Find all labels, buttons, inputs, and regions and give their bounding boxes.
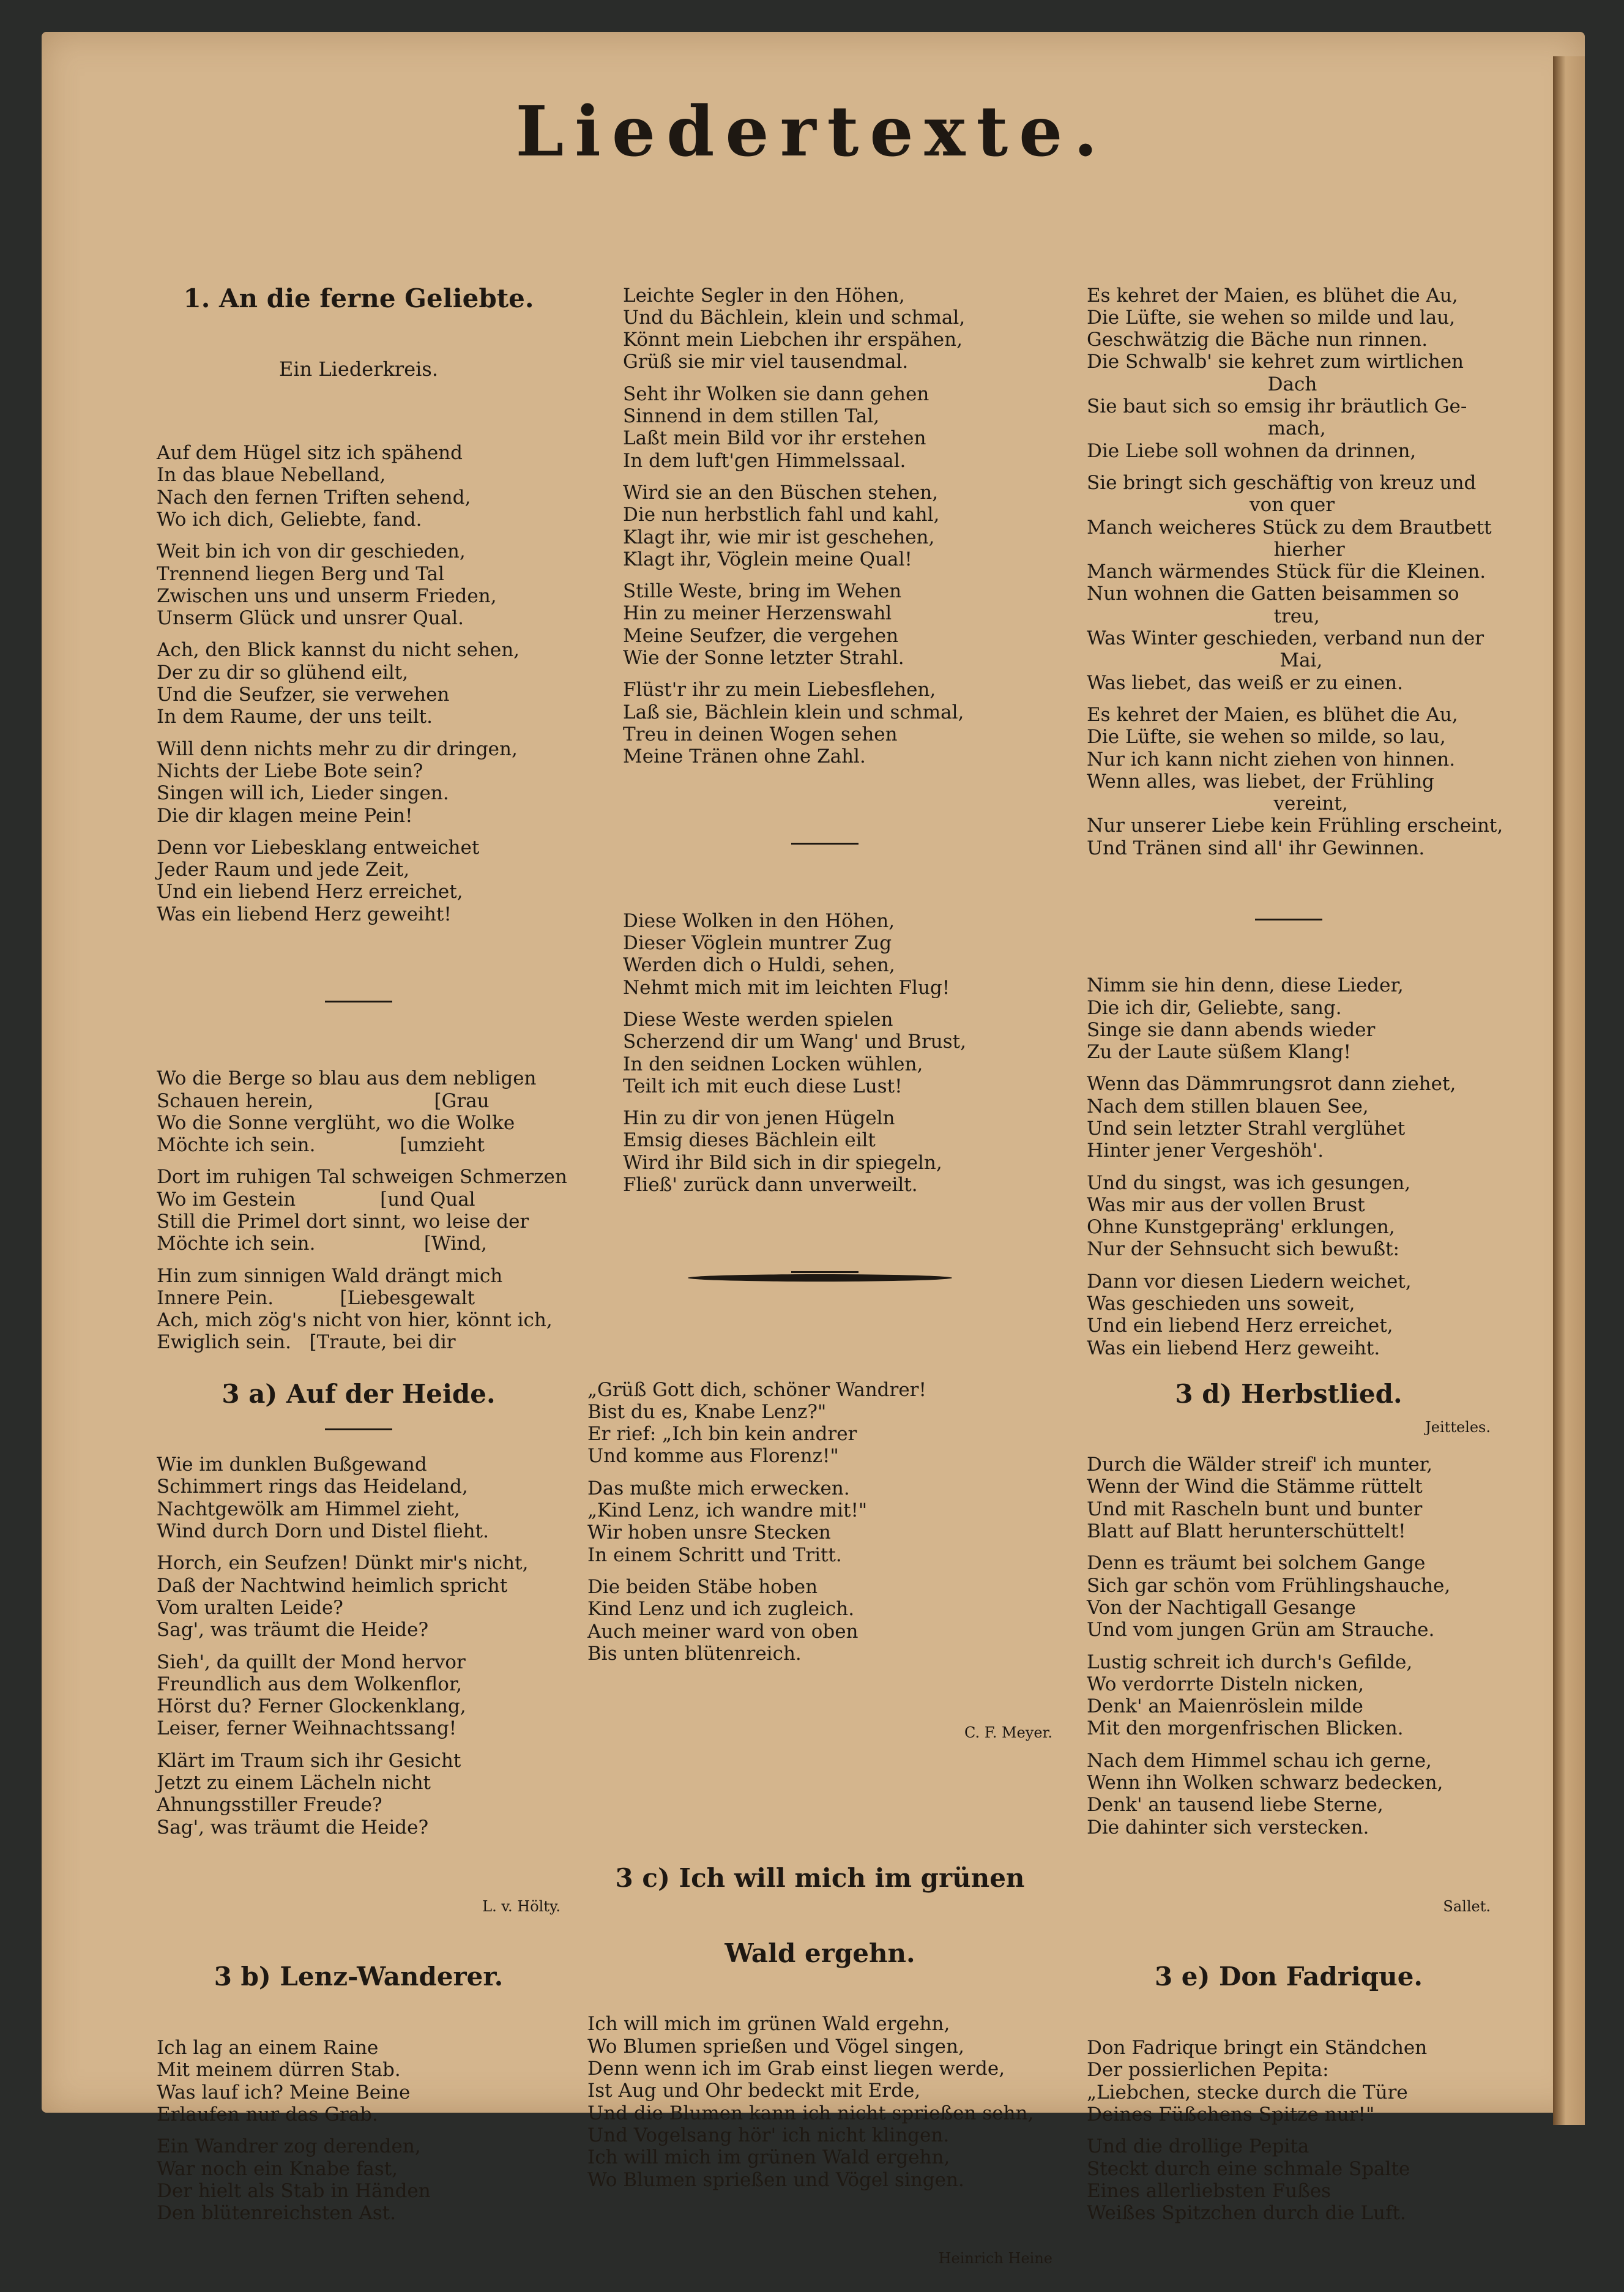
page-title: Liedertexte. — [515, 92, 1109, 172]
stanza — [157, 738, 561, 827]
verse-line: Nach den fernen Triften sehend, — [157, 486, 471, 509]
verse-line: Freundlich aus dem Wolkenflor, — [157, 1673, 463, 1695]
verse-line: Don Fadrique bringt ein Ständchen — [1087, 2037, 1428, 2059]
verse-line: Erlaufen nur das Grab. — [157, 2103, 378, 2126]
verse-line: Horch, ein Seufzen! Dünkt mir's nicht, — [157, 1552, 529, 1575]
stanza — [157, 837, 561, 925]
verse-line: Den blütenreichsten Ast. — [157, 2202, 397, 2225]
stanza — [1087, 974, 1491, 1063]
verse-line: Wird ihr Bild sich in dir spiegeln, — [623, 1151, 942, 1174]
verse-line: Nur ich kann nicht ziehen von hinnen. — [1087, 748, 1456, 771]
stanza — [1087, 1454, 1491, 1542]
verse-line: Ahnungsstiller Freude? — [157, 1794, 382, 1816]
verse-line: Klärt im Traum sich ihr Gesicht — [157, 1749, 461, 1772]
stanza-group — [1087, 2037, 1491, 2224]
verse-line: Laßt mein Bild vor ihr erstehen — [623, 427, 926, 450]
verse-line: Still die Primel dort sinnt, wo leise der — [157, 1210, 529, 1233]
verse-line: Ach, mich zög's nicht von hier, könnt ich, — [157, 1309, 553, 1332]
verse-line: Die ich dir, Geliebte, sang. — [1087, 996, 1342, 1019]
author-credit: Jeitteles. — [1425, 1418, 1491, 1436]
section-divider — [688, 1274, 952, 1282]
verse-line: Möchte ich sein. [Wind, — [157, 1233, 487, 1255]
stanza — [157, 1651, 561, 1740]
verse-line: Leiser, ferner Weihnachtssang! — [157, 1717, 457, 1740]
stanza-group — [1087, 974, 1491, 1359]
stanza — [623, 679, 1027, 767]
verse-line: Wie der Sonne letzter Strahl. — [623, 647, 904, 670]
verse-line: Nur der Sehnsucht sich bewußt: — [1087, 1238, 1399, 1261]
verse-line: Mai, — [1087, 649, 1323, 672]
verse-line: Was Winter geschieden, verband nun der — [1087, 627, 1484, 650]
verse-line: Und die drollige Pepita — [1087, 2135, 1309, 2158]
verse-line: Bis unten blütenreich. — [587, 1642, 802, 1665]
verse-line: Und ein liebend Herz erreichet, — [1087, 1315, 1393, 1337]
verse-line: Dach — [1087, 373, 1317, 395]
verse-line: Die nun herbstlich fahl und kahl, — [623, 504, 940, 526]
verse-line: Wenn alles, was liebet, der Frühling — [1087, 770, 1434, 793]
stanza — [1087, 1651, 1491, 1740]
verse-line: Sieh', da quillt der Mond hervor — [157, 1651, 466, 1673]
verse-line: Ohne Kunstgepräng' erklungen, — [1087, 1216, 1395, 1239]
verse-line: Hin zu dir von jenen Hügeln — [623, 1107, 895, 1130]
verse-line: Jeder Raum und jede Zeit, — [157, 859, 410, 881]
verse-line: Er rief: „Ich bin kein andrer — [587, 1423, 857, 1446]
verse-line: vereint, — [1087, 793, 1348, 815]
verse-line: Daß der Nachtwind heimlich spricht — [157, 1574, 508, 1597]
bottom-column-2 — [587, 1334, 1052, 2292]
verse-line: Mit meinem dürren Stab. — [157, 2059, 401, 2081]
stanza — [157, 639, 561, 728]
top-column-1 — [157, 239, 567, 1474]
verse-line: Dort im ruhigen Tal schweigen Schmerzen — [157, 1166, 567, 1189]
verse-line: Und du singst, was ich gesungen, — [1087, 1171, 1411, 1194]
verse-line: Wo Blumen sprießen und Vögel singen. — [587, 2168, 964, 2191]
verse-line: Wo verdorrte Disteln nicken, — [1087, 1673, 1365, 1695]
verse-line: Der hielt als Stab in Händen — [157, 2179, 431, 2202]
verse-line: Wind durch Dorn und Distel flieht. — [157, 1520, 489, 1543]
verse-line: Nach dem stillen blauen See, — [1087, 1095, 1369, 1118]
verse-line: In das blaue Nebelland, — [157, 464, 386, 487]
verse-line: Und die Blumen kann ich nicht sprießen sehn, — [587, 2102, 1034, 2124]
verse-line: Die dir klagen meine Pein! — [157, 804, 413, 827]
verse-line: Manch wärmendes Stück für die Kleinen. — [1087, 561, 1486, 583]
verse-line: Wenn der Wind die Stämme rüttelt — [1087, 1476, 1423, 1498]
separator-rule — [1255, 919, 1322, 920]
song-heading: 3 c) Ich will mich im grünen — [615, 1863, 1025, 1894]
verse-line: Denn wenn ich im Grab einst liegen werde, — [587, 2058, 1005, 2080]
verse-line: Was liebet, das weiß er zu einen. — [1087, 671, 1403, 694]
verse-line: Durch die Wälder streif' ich munter, — [1087, 1454, 1432, 1476]
verse-line: Das mußte mich erwecken. — [587, 1477, 850, 1499]
verse-line: von quer — [1087, 494, 1335, 517]
verse-line: Die Lüfte, sie wehen so milde und lau, — [1087, 306, 1456, 329]
stanza — [157, 1552, 561, 1641]
verse-line: Bist du es, Knabe Lenz?" — [587, 1400, 827, 1423]
verse-line: Denn es träumt bei solchem Gange — [1087, 1552, 1426, 1575]
verse-line: Der possierlichen Pepita: — [1087, 2059, 1329, 2081]
verse-line: Ein Wandrer zog derenden, — [157, 2135, 421, 2158]
verse-line: Wenn ihn Wolken schwarz bedecken, — [1087, 1772, 1443, 1794]
verse-line: Und mit Rascheln bunt und bunter — [1087, 1498, 1423, 1520]
verse-line: Deines Füßchens Spitze nur!" — [1087, 2103, 1375, 2126]
verse-line: Von der Nachtigall Gesange — [1087, 1596, 1356, 1619]
stanza — [623, 482, 1027, 570]
verse-line: Die Schwalb' sie kehret zum wirtlichen — [1087, 351, 1464, 373]
stanza — [1087, 1172, 1491, 1261]
verse-line: Ich will mich im grünen Wald ergehn, — [587, 2013, 950, 2036]
stanza — [623, 383, 1027, 472]
bottom-column-3 — [1087, 1334, 1491, 2257]
verse-line: Und komme aus Florenz!" — [587, 1445, 839, 1468]
author-credit: Sallet. — [1443, 1897, 1491, 1915]
verse-line: Wenn das Dämmrungsrot dann ziehet, — [1087, 1073, 1456, 1096]
stanza-group — [157, 2037, 561, 2224]
stanza — [157, 540, 561, 629]
stanza — [1087, 285, 1491, 462]
stanza — [157, 2135, 561, 2224]
stanza — [1087, 2037, 1491, 2126]
verse-line: Sich gar schön vom Frühlingshauche, — [1087, 1574, 1451, 1597]
stanza — [1087, 2135, 1491, 2224]
verse-line: Denk' an tausend liebe Sterne, — [1087, 1794, 1384, 1816]
verse-line: Was ein liebend Herz geweiht. — [1087, 1337, 1380, 1359]
stanza-group — [587, 1379, 1052, 1665]
stanza-group — [157, 442, 561, 925]
verse-line: Ewiglich sein. [Traute, bei dir — [157, 1331, 456, 1354]
verse-line: Sinnend in dem stillen Tal, — [623, 405, 880, 428]
stanza — [623, 910, 1027, 999]
verse-line: Ist Aug und Ohr bedeckt mit Erde, — [587, 2080, 921, 2102]
verse-line: Hörst du? Ferner Glockenklang, — [157, 1695, 466, 1718]
top-column-3 — [1087, 240, 1503, 1460]
verse-line: Nach dem Himmel schau ich gerne, — [1087, 1749, 1432, 1772]
verse-line: „Liebchen, stecke durch die Türe — [1087, 2081, 1408, 2103]
verse-line: Nimm sie hin denn, diese Lieder, — [1087, 974, 1404, 997]
verse-line: Meine Tränen ohne Zahl. — [623, 745, 866, 768]
verse-line: War noch ein Knabe fast, — [157, 2157, 398, 2180]
stanza-group — [1087, 1454, 1491, 1838]
song-heading: Wald ergehn. — [724, 1938, 915, 1968]
verse-line: Und sein letzter Strahl verglühet — [1087, 1117, 1406, 1140]
verse-line: Jetzt zu einem Lächeln nicht — [157, 1772, 431, 1794]
author-credit: C. F. Meyer. — [964, 1723, 1052, 1741]
stanza — [157, 442, 561, 531]
verse-line: treu, — [1087, 605, 1320, 627]
stanza — [587, 1477, 1052, 1566]
top-column-2 — [623, 240, 1027, 1316]
verse-line: Möchte ich sein. [umzieht — [157, 1134, 485, 1157]
separator-rule — [791, 1271, 859, 1273]
verse-line: Leichte Segler in den Höhen, — [623, 284, 905, 307]
stanza — [587, 2013, 1052, 2190]
verse-line: Es kehret der Maien, es blühet die Au, — [1087, 703, 1458, 726]
verse-line: Wo die Sonne verglüht, wo die Wolke — [157, 1111, 515, 1134]
verse-line: Der zu dir so glühend eilt, — [157, 661, 409, 684]
verse-line: Seht ihr Wolken sie dann gehen — [623, 383, 929, 405]
verse-line: Manch weicheres Stück zu dem Brautbett — [1087, 516, 1492, 539]
verse-line: mach, — [1087, 417, 1326, 440]
verse-line: Innere Pein. [Liebesgewalt — [157, 1286, 475, 1309]
verse-line: Ich will mich im grünen Wald ergehn, — [587, 2146, 950, 2169]
verse-line: Wo im Gestein [und Qual — [157, 1188, 475, 1211]
verse-line: Die dahinter sich verstecken. — [1087, 1816, 1369, 1838]
verse-line: Treu in deinen Wogen sehen — [623, 723, 898, 745]
verse-line: Die Liebe soll wohnen da drinnen, — [1087, 439, 1417, 462]
verse-line: Singe sie dann abends wieder — [1087, 1018, 1376, 1041]
verse-line: Die beiden Stäbe hoben — [587, 1575, 818, 1598]
verse-line: Dieser Vöglein muntrer Zug — [623, 932, 892, 955]
verse-line: Hin zum sinnigen Wald drängt mich — [157, 1264, 503, 1287]
verse-line: Hinter jener Vergeshöh'. — [1087, 1140, 1324, 1162]
verse-line: Und die Seufzer, sie verwehen — [157, 684, 450, 706]
verse-line: Teilt ich mit euch diese Lust! — [623, 1075, 903, 1097]
verse-line: Geschwätzig die Bäche nun rinnen. — [1087, 329, 1428, 351]
verse-line: „Grüß Gott dich, schöner Wandrer! — [587, 1378, 926, 1401]
stanza — [157, 1454, 561, 1542]
verse-line: Wird sie an den Büschen stehen, — [623, 481, 939, 504]
stanza — [587, 1576, 1052, 1665]
verse-line: Sie baut sich so emsig ihr bräutlich Ge- — [1087, 395, 1467, 418]
stanza — [1087, 703, 1503, 859]
verse-line: Nehmt mich mit im leichten Flug! — [623, 976, 950, 999]
verse-line: Und Tränen sind all' ihr Gewinnen. — [1087, 837, 1425, 859]
verse-line: Es kehret der Maien, es blühet die Au, — [1087, 284, 1458, 307]
stanza-group — [157, 1454, 561, 1838]
verse-line: In dem luft'gen Himmelssaal. — [623, 449, 906, 472]
verse-line: Meine Seufzer, die vergehen — [623, 624, 899, 647]
verse-line: Klagt ihr, Vöglein meine Qual! — [623, 548, 912, 570]
verse-line: Dann vor diesen Liedern weichet, — [1087, 1270, 1412, 1293]
verse-line: „Kind Lenz, ich wandre mit!" — [587, 1499, 868, 1522]
separator-rule — [791, 843, 859, 845]
verse-line: Trennend liegen Berg und Tal — [157, 562, 444, 585]
separator-rule — [325, 1001, 392, 1002]
stanza — [1087, 1750, 1491, 1838]
stanza — [623, 1107, 1027, 1196]
verse-line: Blatt auf Blatt herunterschüttelt! — [1087, 1520, 1406, 1543]
verse-line: Hin zu meiner Herzenswahl — [623, 602, 892, 625]
stanza — [623, 580, 1027, 669]
verse-line: hierher — [1087, 538, 1345, 561]
stanza — [623, 1009, 1027, 1097]
verse-line: Will denn nichts mehr zu dir dringen, — [157, 737, 518, 760]
verse-line: Auch meiner ward von oben — [587, 1620, 859, 1643]
verse-line: Und vom jungen Grün am Strauche. — [1087, 1619, 1435, 1641]
stanza-group — [623, 285, 1027, 768]
verse-line: Klagt ihr, wie mir ist geschehen, — [623, 526, 935, 548]
verse-line: Nichts der Liebe Bote sein? — [157, 760, 423, 782]
author-credit: L. v. Hölty. — [482, 1897, 561, 1915]
verse-line: Zu der Laute süßem Klang! — [1087, 1041, 1351, 1064]
verse-line: Wo die Berge so blau aus dem nebligen — [157, 1067, 537, 1090]
stanza — [587, 1379, 1052, 1468]
verse-line: Steckt durch eine schmale Spalte — [1087, 2157, 1410, 2180]
verse-line: Wie im dunklen Bußgewand — [157, 1454, 427, 1476]
verse-line: In einem Schritt und Tritt. — [587, 1544, 842, 1566]
stanza — [1087, 1073, 1491, 1162]
author-credit: Heinrich Heine — [938, 2250, 1052, 2268]
stanza — [623, 285, 1027, 373]
verse-line: Nun wohnen die Gatten beisammen so — [1087, 583, 1459, 605]
stanza — [157, 1750, 561, 1838]
verse-line: Was ein liebend Herz geweiht! — [157, 903, 452, 925]
song-heading: 3 d) Herbstlied. — [1175, 1378, 1402, 1409]
verse-line: Fließ' zurück dann unverweilt. — [623, 1173, 918, 1196]
bottom-column-1 — [157, 1334, 561, 2257]
verse-line: Vom uralten Leide? — [157, 1596, 343, 1619]
stanza-group — [587, 2013, 1052, 2190]
verse-line: Nachtgewölk am Himmel zieht, — [157, 1498, 460, 1520]
verse-line: Emsig dieses Bächlein eilt — [623, 1129, 876, 1152]
verse-line: Ach, den Blick kannst du nicht sehen, — [157, 639, 520, 662]
song-heading: 3 b) Lenz-Wanderer. — [214, 1962, 504, 1992]
next-page-edge — [1553, 56, 1585, 2125]
verse-line: Auf dem Hügel sitz ich spähend — [157, 442, 463, 465]
stanza — [157, 1166, 567, 1255]
verse-line: Denn vor Liebesklang entweichet — [157, 836, 480, 859]
verse-line: Wir hoben unsre Stecken — [587, 1521, 831, 1544]
verse-line: Nur unserer Liebe kein Frühling erscheint, — [1087, 815, 1503, 837]
verse-line: Zwischen uns und unserm Frieden, — [157, 584, 497, 607]
verse-line: Wo ich dich, Geliebte, fand. — [157, 508, 422, 531]
verse-line: Sag', was träumt die Heide? — [157, 1619, 429, 1641]
verse-line: Wo Blumen sprießen und Vögel singen, — [587, 2035, 964, 2058]
song-heading: 3 a) Auf der Heide. — [222, 1378, 496, 1409]
verse-line: Die Lüfte, sie wehen so milde, so lau, — [1087, 726, 1446, 748]
stanza-group — [157, 1067, 567, 1354]
verse-line: Grüß sie mir viel tausendmal. — [623, 351, 909, 373]
verse-line: Sie bringt sich geschäftig von kreuz und — [1087, 471, 1477, 494]
verse-line: Ich lag an einem Raine — [157, 2037, 379, 2059]
song-subtitle: Ein Liederkreis. — [279, 357, 438, 381]
verse-line: Scherzend dir um Wang' und Brust, — [623, 1031, 966, 1053]
verse-line: Weit bin ich von dir geschieden, — [157, 540, 466, 563]
verse-line: Diese Wolken in den Höhen, — [623, 909, 895, 932]
verse-line: Und Vogelsang hör' ich nicht klingen. — [587, 2124, 950, 2146]
verse-line: Was geschieden uns soweit, — [1087, 1293, 1355, 1315]
verse-line: Sag', was träumt die Heide? — [157, 1816, 429, 1838]
verse-line: Weißes Spitzchen durch die Luft. — [1087, 2202, 1406, 2225]
verse-line: Flüst'r ihr zu mein Liebesflehen, — [623, 679, 936, 701]
verse-line: Kind Lenz und ich zugleich. — [587, 1598, 855, 1621]
song-heading: 3 e) Don Fadrique. — [1154, 1962, 1423, 1992]
stanza — [157, 2037, 561, 2126]
stanza-group — [1087, 284, 1503, 859]
stanza — [1087, 472, 1491, 694]
verse-line: Was mir aus der vollen Brust — [1087, 1193, 1365, 1216]
verse-line: In den seidnen Locken wühlen, — [623, 1053, 923, 1075]
verse-line: Diese Weste werden spielen — [623, 1008, 893, 1031]
verse-line: Lustig schreit ich durch's Gefilde, — [1087, 1651, 1413, 1673]
verse-line: Und ein liebend Herz erreichet, — [157, 881, 463, 903]
verse-line: Mit den morgenfrischen Blicken. — [1087, 1717, 1404, 1740]
stanza — [1087, 1552, 1491, 1641]
verse-line: Schauen herein, [Grau — [157, 1089, 490, 1112]
verse-line: Werden dich o Huldi, sehen, — [623, 954, 895, 977]
verse-line: Denk' an Maienröslein milde — [1087, 1695, 1363, 1718]
stanza-group — [623, 910, 1027, 1196]
verse-line: Laß sie, Bächlein klein und schmal, — [623, 701, 964, 723]
verse-line: Was lauf ich? Meine Beine — [157, 2081, 411, 2103]
verse-line: Schimmert rings das Heideland, — [157, 1476, 468, 1498]
verse-line: Und du Bächlein, klein und schmal, — [623, 306, 966, 329]
song-heading: 1. An die ferne Geliebte. — [183, 283, 534, 313]
verse-line: Singen will ich, Lieder singen. — [157, 782, 449, 805]
verse-line: In dem Raume, der uns teilt. — [157, 706, 433, 728]
verse-line: Könnt mein Liebchen ihr erspähen, — [623, 329, 963, 351]
verse-line: Eines allerliebsten Fußes — [1087, 2179, 1332, 2202]
verse-line: Stille Weste, bring im Wehen — [623, 580, 902, 603]
stanza — [157, 1067, 561, 1156]
verse-line: Unserm Glück und unsrer Qual. — [157, 607, 464, 630]
